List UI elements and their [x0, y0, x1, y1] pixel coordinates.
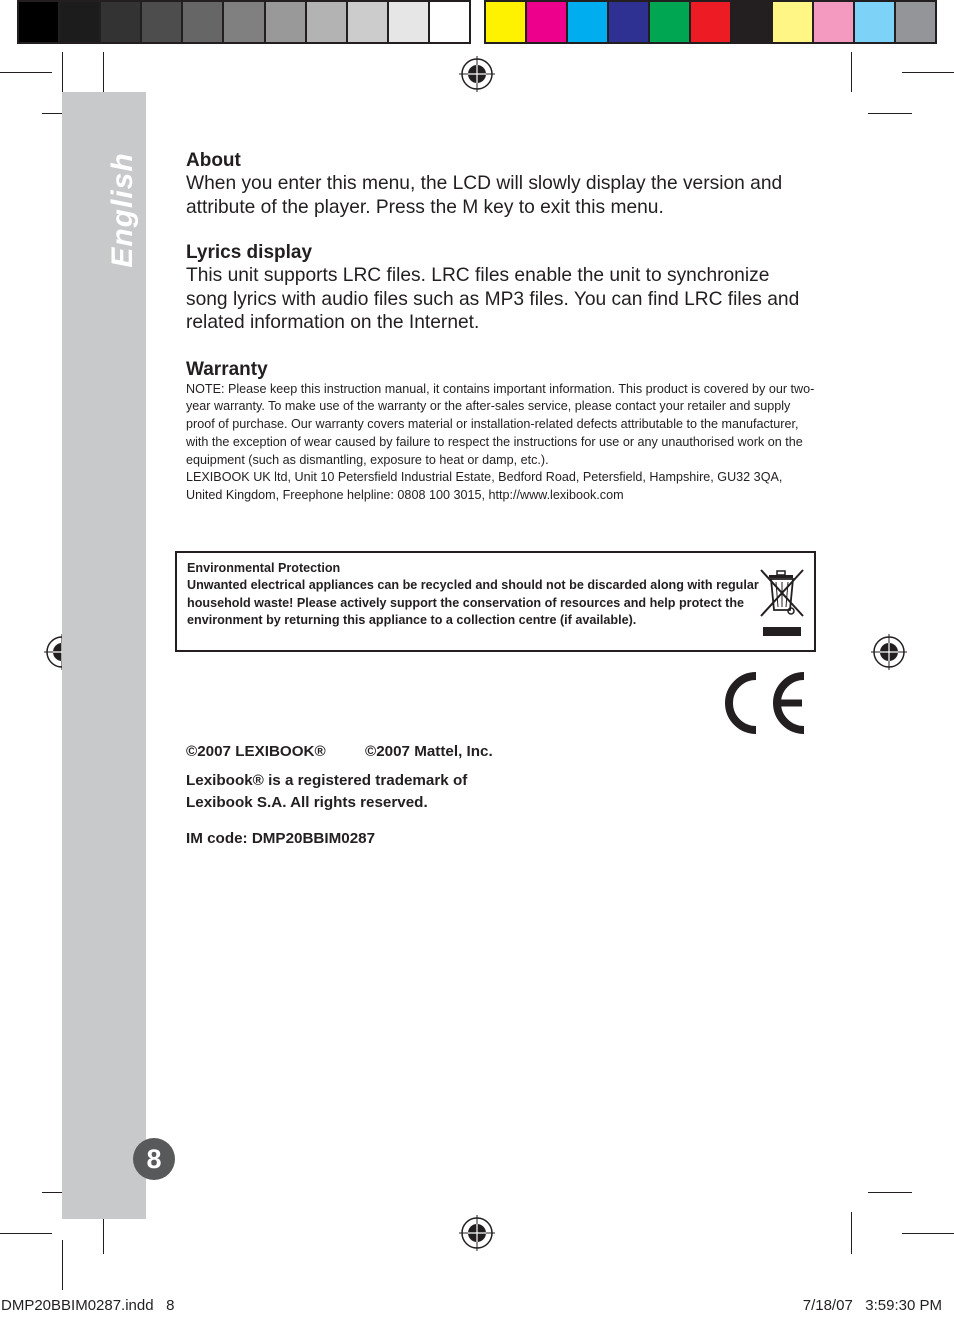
gray-swatch: [430, 2, 469, 42]
gray-swatch: [101, 2, 142, 42]
language-label: English: [106, 152, 139, 268]
copyright-lexibook: ©2007 LEXIBOOK®: [186, 743, 326, 760]
section-title: Warranty: [186, 358, 268, 380]
gray-swatch: [224, 2, 265, 42]
environmental-protection-box: [175, 551, 816, 652]
main-content: [186, 150, 816, 505]
crop-mark: [851, 52, 852, 92]
registration-target-icon: [459, 1215, 495, 1251]
colour-swatch: [691, 2, 732, 42]
section-body: When you enter this menu, the LCD will slowly display the version and attribute of the player. Press the M key to exit this menu.: [186, 173, 783, 218]
warranty-address: LEXIBOOK UK ltd, Unit 10 Petersfield Industrial Estate, Bedford Road, Petersfield, Hampshire, GU32 3QA, United Kingdom, Freephone helpline: 0808 100 3015, http://www.lexibook.com: [186, 470, 783, 503]
gray-swatch: [60, 2, 101, 42]
crop-mark: [902, 72, 954, 73]
environment-text: Unwanted electrical appliances can be recycled and should not be discarded along with regular household waste! Please actively support the conservation of resources and help protect the environment by returning this appliance to a collection centre (if available).: [187, 578, 759, 628]
section-about: [186, 150, 816, 219]
gray-swatch: [266, 2, 307, 42]
gray-swatch: [389, 2, 430, 42]
colour-swatch: [486, 2, 527, 42]
registration-target-icon: [871, 634, 907, 670]
gray-swatch: [19, 2, 60, 42]
colour-swatch: [650, 2, 691, 42]
colour-swatch: [814, 2, 855, 42]
colour-swatch: [527, 2, 568, 42]
slug-file-name: DMP20BBIM0287.indd 8: [1, 1297, 175, 1314]
gray-swatch: [183, 2, 224, 42]
registration-target-icon: [459, 56, 495, 92]
colour-swatch: [732, 2, 773, 42]
colour-swatch: [773, 2, 814, 42]
im-code: IM code: DMP20BBIM0287: [186, 830, 376, 847]
crossed-out-wheelie-bin-icon: [758, 566, 806, 638]
crop-mark: [0, 1233, 52, 1234]
crop-mark: [902, 1233, 954, 1234]
colour-swatch: [568, 2, 609, 42]
process-colour-bar: [484, 0, 937, 44]
section-title: About: [186, 150, 241, 171]
grayscale-colour-bar: [17, 0, 471, 44]
trademark-line-1: Lexibook® is a registered trademark of: [186, 772, 468, 789]
gray-swatch: [142, 2, 183, 42]
ce-mark-icon: [720, 668, 810, 738]
colour-swatch: [609, 2, 650, 42]
page-number-badge: 8: [133, 1138, 175, 1180]
environment-title: Environmental Protection: [187, 561, 341, 575]
colour-swatch: [855, 2, 896, 42]
colour-swatch: [896, 2, 935, 42]
section-body: This unit supports LRC files. LRC files enable the unit to synchronize song lyrics with audio files such as MP3 files. You can find LRC files and related information on the Internet.: [186, 265, 800, 333]
crop-mark: [868, 113, 912, 114]
gray-swatch: [307, 2, 348, 42]
warranty-note: NOTE: Please keep this instruction manual, it contains important information. This product is covered by our two-year warranty. To make use of the warranty or the after-sales service, please contact your retailer and supply proof of purchase. Our warranty covers material or installation-related defects attributable to the manufacturer, with the exception of wear caused by failure to respect the instructions for use or any unauthorised work on the equipment (such as dismantling, exposure to heat or damp, etc.).: [186, 381, 815, 467]
trademark-line-2: Lexibook S.A. All rights reserved.: [186, 794, 428, 811]
section-title: Lyrics display: [186, 242, 313, 263]
crop-mark: [868, 1192, 912, 1193]
section-lyrics-display: [186, 242, 816, 335]
crop-mark: [851, 1212, 852, 1254]
slug-timestamp: 7/18/07 3:59:30 PM: [802, 1297, 942, 1314]
copyright-mattel: ©2007 Mattel, Inc.: [365, 743, 493, 760]
crop-mark: [103, 52, 104, 92]
crop-mark: [62, 1240, 63, 1290]
gray-swatch: [348, 2, 389, 42]
crop-mark: [62, 52, 63, 92]
crop-mark: [0, 72, 52, 73]
section-warranty: [186, 359, 816, 506]
